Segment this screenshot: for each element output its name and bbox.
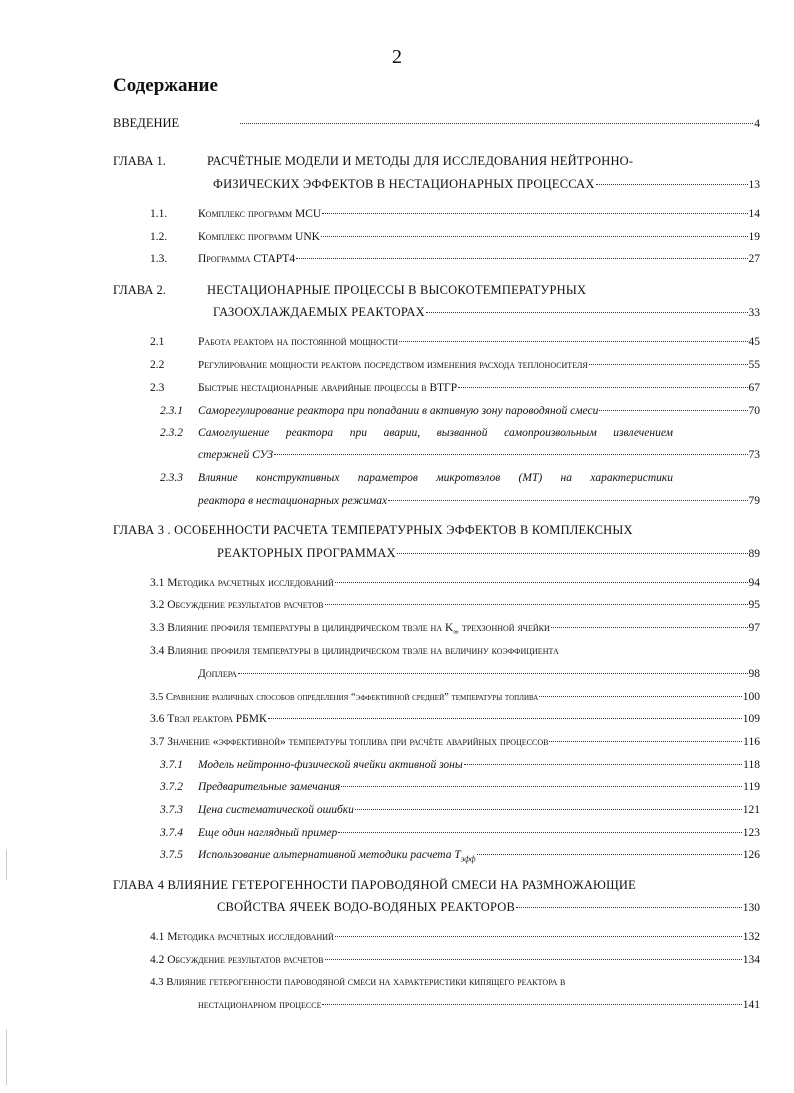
section-number: 1.2.: [150, 231, 168, 243]
toc-entry-title: 3.6 Твэл реактора РБМК: [150, 713, 267, 725]
toc-entry-chapter-3[interactable]: [217, 545, 760, 562]
toc-entry-title: 3.2 Обсуждение результатов расчетов: [150, 599, 324, 611]
chapter-3-title-line2: РЕАКТОРНЫХ ПРОГРАММАХ: [217, 546, 396, 560]
toc-entry-title: Предварительные замечания: [198, 781, 341, 793]
toc-entry-title: [150, 620, 550, 640]
toc-entry-subsection-3-7-1[interactable]: [198, 757, 760, 773]
toc-page-number: 67: [748, 382, 760, 394]
toc-entry-subsection-3-7-5[interactable]: [198, 847, 760, 867]
toc-page-number: 116: [743, 736, 760, 748]
toc-page-number: 134: [742, 954, 760, 966]
toc-entry-title: [198, 847, 476, 867]
title-text: 3.3 Влияние профиля температуры в цилиндрическом твэле на K: [150, 622, 454, 634]
subsection-number: 3.7.3: [160, 804, 183, 816]
chapter-3-title-line1[interactable]: ГЛАВА 3 . ОСОБЕННОСТИ РАСЧЕТА ТЕМПЕРАТУРНЫХ ЭФФЕКТОВ В КОМПЛЕКСНЫХ: [113, 523, 633, 537]
dot-leader: [388, 500, 747, 501]
toc-page-number: 97: [748, 622, 760, 634]
toc-page-number: 109: [742, 713, 760, 725]
dot-leader: [274, 454, 747, 455]
title-text-tail: трехзонной ячейки: [459, 622, 550, 634]
toc-page-number: 98: [748, 668, 760, 680]
dot-leader: [477, 854, 742, 855]
toc-entry-section-4-3[interactable]: [198, 997, 760, 1013]
toc-entry-title: 4.1 Методика расчетных исследований: [150, 931, 334, 943]
toc-page-number: 100: [742, 691, 760, 703]
dot-leader: [516, 907, 742, 908]
chapter-2-title-line2: ГАЗООХЛАЖДАЕМЫХ РЕАКТОРАХ: [213, 305, 425, 319]
toc-page-number: 70: [748, 405, 760, 417]
toc-entry-introduction[interactable]: [113, 115, 760, 132]
dot-leader: [397, 553, 748, 554]
dot-leader: [335, 582, 748, 583]
toc-page-number: 13: [748, 179, 760, 191]
subsection-number: 3.7.1: [160, 759, 183, 771]
title-text: Использование альтернативной методики расчета T: [198, 849, 461, 861]
toc-entry-title: Саморегулирование реактора при попадании в активную зону пароводяной смеси: [198, 405, 599, 417]
toc-entry-subsection-2-3-1[interactable]: [198, 403, 760, 419]
section-number: 2.2: [150, 359, 165, 371]
chapter-1-label: ГЛАВА 1.: [113, 154, 166, 168]
toc-page-number: 130: [742, 902, 760, 914]
toc-page-number: 33: [748, 307, 760, 319]
section-number: 1.1.: [150, 208, 168, 220]
toc-entry-section-3-6[interactable]: [150, 711, 760, 727]
dot-leader: [321, 236, 748, 237]
chapter-1-title-line1[interactable]: РАСЧЁТНЫЕ МОДЕЛИ И МЕТОДЫ ДЛЯ ИССЛЕДОВАНИЯ НЕЙТРОННО-: [207, 154, 634, 168]
section-title-line2: нестационарном процессе: [198, 999, 322, 1011]
toc-entry-section-3-4[interactable]: [198, 666, 760, 682]
infinity-subscript: ∞: [453, 627, 459, 637]
section-number: 2.1: [150, 336, 165, 348]
dot-leader: [589, 364, 748, 365]
toc-entry-section-3-5[interactable]: [150, 689, 760, 706]
dot-leader: [355, 809, 742, 810]
subsection-title-line1[interactable]: Влияние конструктивных параметров микротвэлов (МТ) на характеристики: [198, 472, 673, 484]
toc-entry-title: Комплекс программ MCU: [198, 208, 322, 220]
toc-page-number: 89: [748, 548, 760, 560]
subsection-number: 2.3.1: [160, 405, 183, 417]
chapter-4-title-line2: СВОЙСТВА ЯЧЕЕК ВОДО-ВОДЯНЫХ РЕАКТОРОВ: [217, 900, 516, 914]
toc-entry-title: Еще один наглядный пример: [198, 827, 338, 839]
section-number: 2.3: [150, 382, 165, 394]
toc-page-number: 95: [748, 599, 760, 611]
dot-leader: [596, 184, 748, 185]
section-title-line2: Доплера: [198, 668, 237, 680]
dot-leader: [426, 312, 748, 313]
toc-entry-section-2-3[interactable]: [198, 380, 760, 396]
dot-leader: [296, 258, 747, 259]
dot-leader: [551, 627, 748, 628]
toc-page-number: 45: [748, 336, 760, 348]
toc-page-number: 4: [754, 118, 760, 130]
toc-entry-title: Программа СТАРТ4: [198, 253, 296, 265]
dot-leader: [599, 410, 747, 411]
toc-page-number: 14: [748, 208, 760, 220]
toc-entry-section-4-1[interactable]: [150, 929, 760, 945]
subsection-number: 3.7.2: [160, 781, 183, 793]
toc-page-number: 126: [742, 849, 760, 861]
toc-entry-chapter-2[interactable]: [213, 304, 760, 321]
subsection-title-line1[interactable]: Самоглушение реактора при аварии, вызванной самопроизвольным извлечением: [198, 427, 673, 439]
subsection-title-line2: стержней СУЗ: [198, 449, 274, 461]
toc-page-number: 55: [748, 359, 760, 371]
dot-leader: [322, 1004, 741, 1005]
dot-leader: [399, 341, 747, 342]
toc-entry-title: Модель нейтронно-физической ячейки активной зоны: [198, 759, 463, 771]
toc-entry-chapter-4[interactable]: [217, 899, 760, 916]
dot-leader: [341, 786, 742, 787]
toc-entry-chapter-1[interactable]: [213, 176, 760, 193]
dot-leader: [238, 673, 748, 674]
toc-entry-section-3-7[interactable]: [150, 734, 760, 750]
toc-entry-subsection-3-7-4[interactable]: [198, 825, 760, 841]
toc-entry-title: Работа реактора на постоянной мощности: [198, 336, 399, 348]
scan-edge-line: [6, 850, 7, 880]
dot-leader: [539, 696, 741, 697]
toc-entry-title: Комплекс программ UNK: [198, 231, 320, 243]
toc-page-number: 27: [748, 253, 760, 265]
chapter-2-label: ГЛАВА 2.: [113, 283, 166, 297]
toc-entry-section-3-1[interactable]: [150, 575, 760, 591]
contents-heading: Содержание: [113, 75, 218, 96]
dot-leader: [325, 604, 748, 605]
dot-leader: [549, 741, 742, 742]
toc-page-number: 79: [748, 495, 760, 507]
toc-entry-title: Цена систематической ошибки: [198, 804, 354, 816]
toc-entry-title: 3.1 Методика расчетных исследований: [150, 577, 334, 589]
toc-entry-title: 3.5 Сравнение различных способов определения “эффективной средней” температуры топлива: [150, 692, 539, 703]
toc-entry-title: ВВЕДЕНИЕ: [113, 116, 180, 130]
dot-leader: [268, 718, 742, 719]
chapter-1-title-line2: ФИЗИЧЕСКИХ ЭФФЕКТОВ В НЕСТАЦИОНАРНЫХ ПРОЦЕССАХ: [213, 177, 595, 191]
section-number: 1.3.: [150, 253, 168, 265]
toc-entry-section-2-2[interactable]: [198, 357, 760, 373]
toc-entry-title: 4.2 Обсуждение результатов расчетов: [150, 954, 324, 966]
toc-entry-section-1-3[interactable]: [198, 251, 760, 267]
toc-page-number: 118: [743, 759, 760, 771]
toc-entry-section-1-2[interactable]: [198, 229, 760, 245]
dot-leader: [338, 832, 742, 833]
subsection-number: 2.3.2: [160, 427, 183, 439]
toc-entry-section-1-1[interactable]: [198, 206, 760, 222]
toc-entry-subsection-2-3-2[interactable]: [198, 447, 760, 463]
toc-entry-title: Быстрые нестационарные аварийные процессы в ВТГР: [198, 382, 458, 394]
toc-entry-section-3-3[interactable]: [150, 620, 760, 640]
dot-leader: [464, 764, 743, 765]
toc-entry-title: 3.7 Значение «эффективной» температуры топлива при расчёте аварийных процессов: [150, 736, 549, 748]
toc-page-number: 94: [748, 577, 760, 589]
section-title-line1[interactable]: 4.3 Влияние гетерогенности пароводяной смеси на характеристики кипящего реактора в: [150, 976, 566, 988]
subsection-number: 3.7.4: [160, 827, 183, 839]
toc-page-number: 141: [742, 999, 760, 1011]
toc-page-number: 121: [742, 804, 760, 816]
toc-entry-subsection-3-7-2[interactable]: [198, 779, 760, 795]
chapter-4-title-line1[interactable]: ГЛАВА 4 ВЛИЯНИЕ ГЕТЕРОГЕННОСТИ ПАРОВОДЯНОЙ СМЕСИ НА РАЗМНОЖАЮЩИЕ: [113, 878, 636, 892]
subsection-number: 2.3.3: [160, 472, 183, 484]
toc-page-number: 19: [748, 231, 760, 243]
eff-subscript: эфф: [460, 854, 476, 864]
toc-page-number: 132: [742, 931, 760, 943]
dot-leader: [335, 936, 742, 937]
page-number: 2: [392, 46, 402, 68]
toc-entry-subsection-2-3-3[interactable]: [198, 493, 760, 509]
toc-entry-subsection-3-7-3[interactable]: [198, 802, 760, 818]
dot-leader: [240, 123, 753, 124]
section-title-line1[interactable]: 3.4 Влияние профиля температуры в цилиндрическом твэле на величину коэффициента: [150, 645, 559, 657]
subsection-number: 3.7.5: [160, 849, 183, 861]
toc-entry-section-2-1[interactable]: [198, 334, 760, 350]
toc-page-number: 73: [748, 449, 760, 461]
dot-leader: [325, 959, 742, 960]
scan-edge-line: [6, 1030, 7, 1085]
toc-entry-title: Регулирование мощности реактора посредством изменения расхода теплоносителя: [198, 359, 588, 371]
chapter-2-title-line1[interactable]: НЕСТАЦИОНАРНЫЕ ПРОЦЕССЫ В ВЫСОКОТЕМПЕРАТУРНЫХ: [207, 283, 587, 297]
dot-leader: [322, 213, 747, 214]
subsection-title-line2: реактора в нестационарных режимах: [198, 495, 388, 507]
dot-leader: [458, 387, 747, 388]
toc-entry-section-3-2[interactable]: [150, 597, 760, 613]
toc-page-number: 119: [743, 781, 760, 793]
toc-entry-section-4-2[interactable]: [150, 952, 760, 968]
toc-page-number: 123: [742, 827, 760, 839]
